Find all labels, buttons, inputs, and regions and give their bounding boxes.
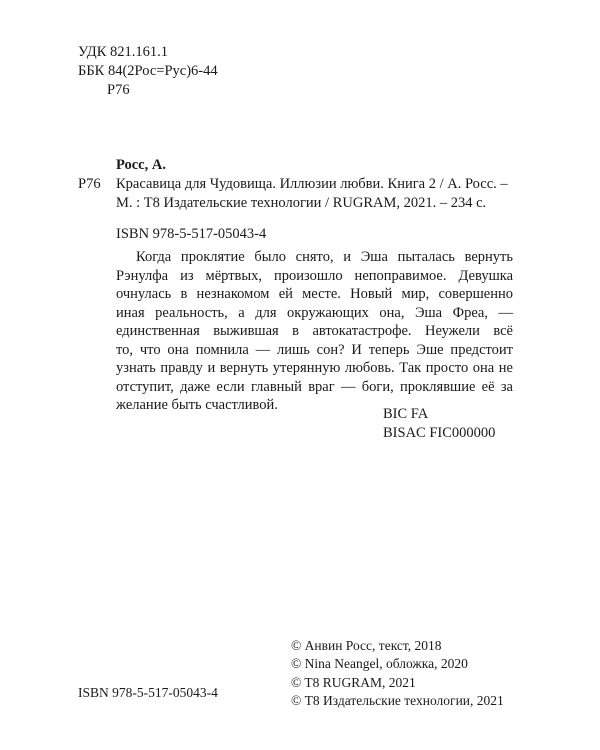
catalog-imprint: М. : Т8 Издательские технологии / RUGRAM, 2021. – 234 с. xyxy=(116,195,487,211)
copyright-line: © Т8 Издательские технологии, 2021 xyxy=(291,692,504,708)
annotation-line: Когда проклятие было снято, и Эша пыталась вернуть xyxy=(136,249,513,265)
catalog-isbn: ISBN 978-5-517-05043-4 xyxy=(116,226,267,242)
annotation-line: отступит, даже если главный враг — боги, проклявшие её за xyxy=(116,378,513,395)
copyright-line: © Анвин Росс, текст, 2018 xyxy=(291,638,442,653)
catalog-author-code: Р76 xyxy=(78,176,101,192)
bisac-code: BISAC FIC000000 xyxy=(383,425,496,441)
copyright-line: © Nina Neangel, обложка, 2020 xyxy=(291,656,468,672)
udk-code: УДК 821.161.1 xyxy=(78,44,168,60)
catalog-author: Росс, А. xyxy=(116,157,166,173)
annotation-line: единственная выжившая в автокатастрофе. Неужели всё xyxy=(116,323,513,339)
annotation-line: узнать правду и вернуть утерянную любовь. Так просто она не xyxy=(116,360,513,376)
catalog-title: Красавица для Чудовища. Иллюзии любви. Книга 2 / А. Росс. – xyxy=(116,176,508,192)
annotation-paragraph xyxy=(116,248,513,415)
footer-isbn: ISBN 978-5-517-05043-4 xyxy=(78,685,218,700)
copyright-line: © T8 RUGRAM, 2021 xyxy=(291,674,416,690)
bbk-code: ББК 84(2Рос=Рус)6-44 xyxy=(78,63,218,79)
annotation-line: то, что она помнила — лишь сон? И теперь Эше предстоит xyxy=(116,341,513,358)
bic-code: BIC FA xyxy=(383,406,429,422)
annotation-line: иная реальность, а для окружающих она, Эша Фреа, — xyxy=(116,304,513,321)
copyright-block xyxy=(291,637,504,710)
author-code: Р76 xyxy=(107,82,130,98)
annotation-line: желание быть счастливой. xyxy=(116,397,278,413)
annotation-line: Рэнулфа из мёртвых, произошло непоправимое. Девушка xyxy=(116,267,513,284)
annotation-line: очнулась в незнакомом ей месте. Новый мир, совершенно xyxy=(116,286,513,302)
